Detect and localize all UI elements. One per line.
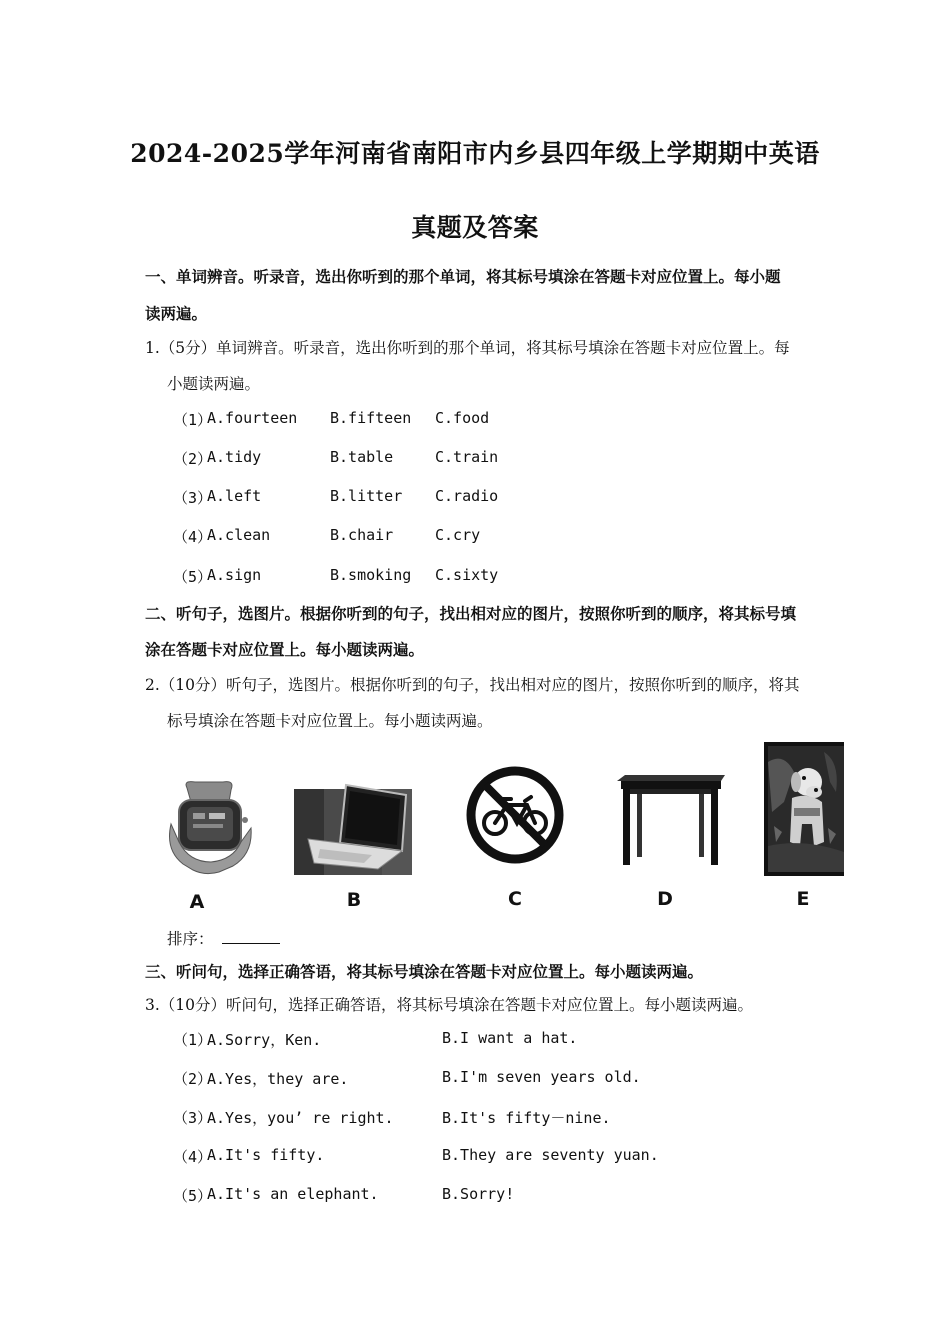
q1-option-b: B.smoking [330, 566, 412, 584]
q1-item-num: （3） [173, 489, 213, 507]
q3-item-num: （3） [173, 1109, 213, 1127]
q1-item-num: （2） [173, 450, 213, 468]
q1-option-a: A.fourteen [207, 409, 298, 427]
q3-option-b: B.They are seventy yuan. [442, 1146, 659, 1164]
q1-option-c: C.cry [435, 526, 481, 544]
section1-heading-line2: 读两遍。 [145, 304, 208, 323]
table-image [617, 775, 725, 867]
q1-item-num: （5） [173, 568, 213, 586]
image-label-e: E [796, 888, 810, 910]
q1-option-c: C.food [435, 409, 490, 427]
q1-option-c: C.radio [435, 487, 499, 505]
section1-heading-line1: 一、单词辨音。听录音，选出你听到的那个单词，将其标号填涂在答题卡对应位置上。每小题 [145, 267, 781, 286]
doc-title-line2: 真题及答案 [411, 213, 539, 242]
order-label: 排序： [167, 930, 214, 948]
q3-item-num: （4） [173, 1148, 213, 1166]
order-answer-line [167, 927, 280, 949]
q3-option-b: B.I want a hat. [442, 1029, 578, 1047]
question1-line2: 小题读两遍。 [167, 375, 261, 393]
q1-option-b: B.litter [330, 487, 403, 505]
q1-option-a: A.tidy [207, 448, 262, 466]
section3-heading: 三、听问句，选择正确答语，将其标号填涂在答题卡对应位置上。每小题读两遍。 [145, 962, 704, 981]
q1-option-a: A.sign [207, 566, 262, 584]
q1-option-c: C.train [435, 448, 499, 466]
q3-item-num: （2） [173, 1070, 213, 1088]
laptop-image [294, 783, 412, 875]
order-answer-blank[interactable] [222, 929, 280, 944]
q3-option-a: A.Sorry，Ken. [207, 1031, 322, 1049]
q3-option-a: A.It's an elephant. [207, 1185, 379, 1203]
q3-option-a: A.Yes，you’ re right. [207, 1109, 394, 1127]
q3-item-num: （5） [173, 1187, 213, 1205]
q1-option-c: C.sixty [435, 566, 499, 584]
q3-option-b: B.It's fifty－nine. [442, 1109, 611, 1127]
smartwatch-image [165, 780, 257, 878]
q1-option-b: B.table [330, 448, 394, 466]
q3-option-a: A.Yes，they are. [207, 1070, 349, 1088]
q1-item-num: （1） [173, 411, 213, 429]
section2-heading-line1: 二、听句子，选图片。根据你听到的句子，找出相对应的图片，按照你听到的顺序，将其标号填 [145, 604, 797, 623]
question3-line1: 3.（10分）听问句，选择正确答语，将其标号填涂在答题卡对应位置上。每小题读两遍。 [145, 996, 754, 1014]
dog-photo-image [764, 742, 844, 876]
q3-option-b: B.I'm seven years old. [442, 1068, 641, 1086]
question1-line1: 1.（5分）单词辨音。听录音，选出你听到的那个单词，将其标号填涂在答题卡对应位置上。每 [145, 339, 790, 357]
question2-line2: 标号填涂在答题卡对应位置上。每小题读两遍。 [167, 712, 493, 730]
q1-option-b: B.fifteen [330, 409, 412, 427]
q3-option-a: A.It's fifty. [207, 1146, 325, 1164]
q3-option-b: B.Sorry! [442, 1185, 515, 1203]
image-label-b: B [346, 889, 362, 911]
image-label-a: A [189, 891, 205, 913]
q1-option-b: B.chair [330, 526, 394, 544]
image-label-c: C [508, 888, 522, 910]
no-bicycle-sign-image [465, 765, 565, 865]
q1-item-num: （4） [173, 528, 213, 546]
q1-option-a: A.left [207, 487, 262, 505]
section2-heading-line2: 涂在答题卡对应位置上。每小题读两遍。 [145, 640, 425, 659]
q3-item-num: （1） [173, 1031, 213, 1049]
q1-option-a: A.clean [207, 526, 271, 544]
doc-title-line1: 2024-2025学年河南省南阳市内乡县四年级上学期期中英语 [130, 139, 820, 168]
image-label-d: D [657, 888, 673, 910]
question2-line1: 2.（10分）听句子，选图片。根据你听到的句子，找出相对应的图片，按照你听到的顺序，将其 [145, 676, 800, 694]
